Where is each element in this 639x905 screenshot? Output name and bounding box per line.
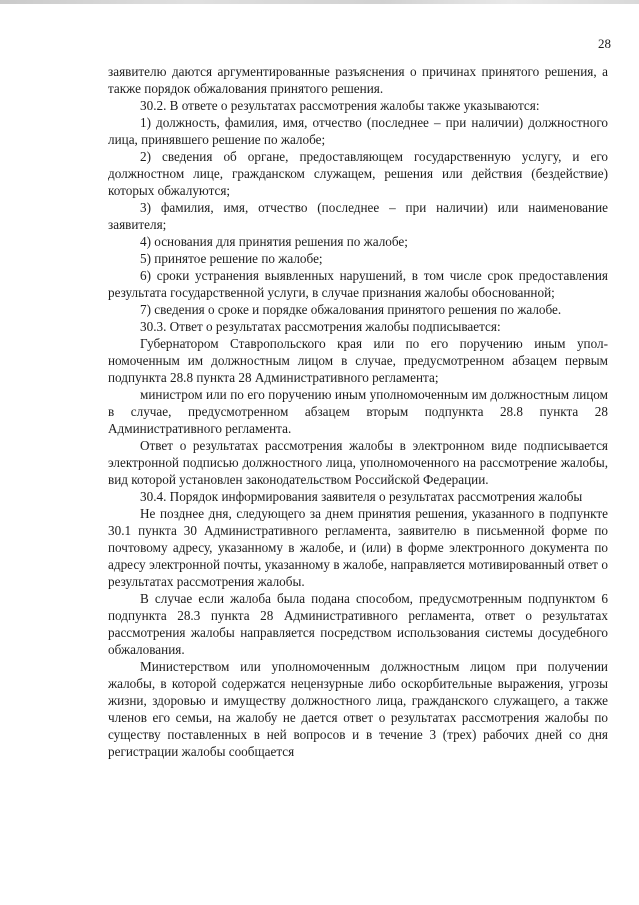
list-item: 1) должность, фамилия, имя, отчество (последнее – при наличии) должностного лица, принявшего решение по жалобе; xyxy=(108,115,608,147)
paragraph: заявителю даются аргументированные разъяснения о причинах принятого решения, а также порядок обжалования принятого решения. xyxy=(108,64,608,96)
section-heading: 30.4. Порядок информирования заявителя о результатах рассмотрения жалобы xyxy=(140,489,583,504)
paragraph: Губернатором Ставропольского края или по его поручению иным уполномоченным им должностным лицом в случае, предусмотренном абзацем первым подпункта 28.8 пункта 28 Административного регламента; xyxy=(108,336,608,385)
list-item: 7) сведения о сроке и порядке обжалования принятого решения по жалобе. xyxy=(140,302,562,317)
paragraph: 30.2. В ответе о результатах рассмотрения жалобы также указываются: xyxy=(140,98,540,113)
body-text xyxy=(108,63,608,760)
list-item: 5) принятое решение по жалобе; xyxy=(140,251,323,266)
paragraph: В случае если жалоба была подана способом, предусмотренным подпунктом 6 подпункта 28.3 пункта 28 Административного регламента, ответ о результатах рассмотрения жалобы направляется посредством использования системы досудебного обжалования. xyxy=(108,591,608,657)
paragraph: Министерством или уполномоченным должностным лицом при получении жалобы, в которой содержатся нецензурные либо оскорбительные выражения, угрозы жизни, здоровью и имуществу должностного лица, гражданского служащего, а также членов его семьи, на жалобу не дается ответ о результатах рассмотрения жалобы по существу поставленных в ней вопросов и в течение 3 (трех) рабочих дней со дня регистрации жалобы сообщается xyxy=(108,659,608,759)
paragraph: Ответ о результатах рассмотрения жалобы в электронном виде подписывается электронной подписью должностного лица, уполномоченного на рассмотрение жалобы, вид которой установлен законодательством Российской Федерации. xyxy=(108,438,608,487)
page-number: 28 xyxy=(598,36,611,51)
list-item: 6) сроки устранения выявленных нарушений, в том числе срок предоставления результата государственной услуги, в случае признания жалобы обоснованной; xyxy=(108,268,608,300)
list-item: 3) фамилия, имя, отчество (последнее – при наличии) или наименование заявителя; xyxy=(108,200,608,232)
paragraph: 30.3. Ответ о результатах рассмотрения жалобы подписывается: xyxy=(140,319,501,334)
list-item: 2) сведения об органе, предоставляющем государственную услугу, и его должностном лице, гражданском служащем, решения или действия (бездействие) которых обжалуются; xyxy=(108,149,608,198)
paragraph: министром или по его поручению иным уполномоченным им должностным лицом в случае, предусмотренном абзацем вторым подпункта 28.8 пункта 28 Административного регламента. xyxy=(108,387,608,436)
paragraph: Не позднее дня, следующего за днем принятия решения, указанного в подпункте 30.1 пункта 30 Административного регламента, заявителю в письменной форме по почтовому адресу, указанному в жалобе, и (или) в форме электронного документа по адресу электронной почты, указанному в жалобе, направляется мотивированный ответ о результатах рассмотрения жалобы. xyxy=(108,506,608,589)
list-item: 4) основания для принятия решения по жалобе; xyxy=(140,234,408,249)
scan-edge xyxy=(0,0,639,4)
